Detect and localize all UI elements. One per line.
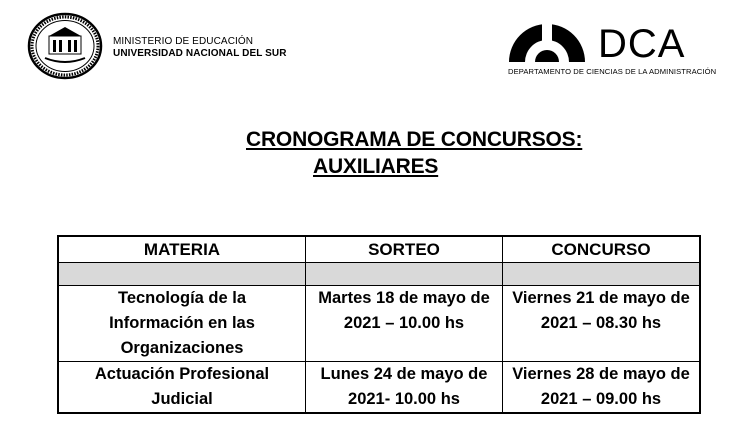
cell-materia: Tecnología de la Información en las Organizaciones	[58, 286, 306, 362]
ministry-line1: MINISTERIO DE EDUCACIÓN	[113, 36, 254, 47]
page-title-line1: CRONOGRAMA DE CONCURSOS:	[246, 128, 583, 151]
cell-sorteo: Martes 18 de mayo de 2021 – 10.00 hs	[306, 286, 503, 362]
dca-logo-mark-icon	[507, 22, 587, 64]
table-row	[58, 362, 700, 414]
cell-materia: Actuación Profesional Judicial	[58, 362, 306, 414]
spacer-cell	[58, 263, 306, 286]
cell-concurso: Viernes 21 de mayo de 2021 – 08.30 hs	[503, 286, 701, 362]
table-header-row	[58, 236, 700, 263]
dca-subtitle: DEPARTAMENTO DE CIENCIAS DE LA ADMINISTRACIÓN	[508, 67, 717, 76]
dca-logo-text: DCA	[598, 22, 686, 66]
table-row	[58, 286, 700, 362]
cell-sorteo: Lunes 24 de mayo de 2021- 10.00 hs	[306, 362, 503, 414]
schedule-table	[57, 235, 701, 414]
cell-concurso: Viernes 28 de mayo de 2021 – 09.00 hs	[503, 362, 701, 414]
page-title-line2: AUXILIARES	[313, 155, 439, 178]
column-header-sorteo: SORTEO	[306, 236, 503, 263]
ministry-heading	[113, 36, 287, 60]
university-seal-logo	[27, 12, 103, 80]
spacer-cell	[306, 263, 503, 286]
ministry-line2: UNIVERSIDAD NACIONAL DEL SUR	[113, 48, 287, 59]
column-header-concurso: CONCURSO	[503, 236, 701, 263]
table-spacer-row	[58, 263, 700, 286]
column-header-materia: MATERIA	[58, 236, 306, 263]
spacer-cell	[503, 263, 701, 286]
